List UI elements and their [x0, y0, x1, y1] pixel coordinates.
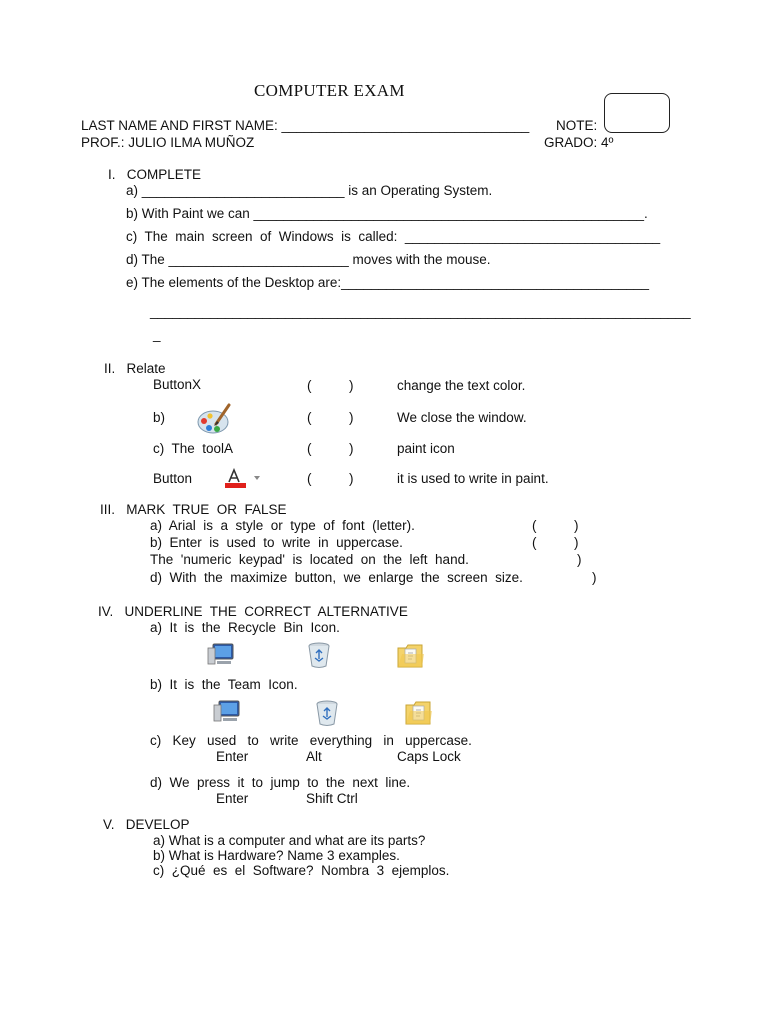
tf-item-d: d) With the maximize button, we enlarge the screen size. [150, 570, 523, 585]
s1-item-d: d) The ________________________ moves with the mouse. [126, 252, 491, 267]
tf-paren-a: ( ) [532, 518, 579, 533]
note-box[interactable] [604, 93, 670, 133]
relate-left-3: c) The toolA [153, 441, 234, 456]
name-field-label: LAST NAME AND FIRST NAME: _________________________________ [81, 118, 530, 133]
relate-left-2: b) [153, 410, 166, 425]
iv-item-b: b) It is the Team Icon. [150, 677, 298, 692]
section-5-heading: V. DEVELOP [103, 817, 190, 832]
relate-paren-4: ( ) [307, 471, 354, 486]
s1-item-e: e) The elements of the Desktop are:_________________________________________ [126, 275, 649, 290]
s1-item-c: c) The main screen of Windows is called: __________________________________ [126, 229, 661, 244]
recycle-bin-icon [306, 641, 332, 672]
relate-left-1: ButtonX [153, 377, 202, 392]
relate-paren-2: ( ) [307, 410, 354, 425]
relate-paren-1: ( ) [307, 378, 354, 393]
iv-c-option-1[interactable]: Enter [216, 749, 249, 764]
relate-right-4: it is used to write in paint. [397, 471, 549, 486]
tf-paren-b: ( ) [532, 535, 579, 550]
v-item-a: a) What is a computer and what are its parts? [153, 833, 426, 848]
relate-left-4: Button [153, 471, 193, 486]
v-item-c: c) ¿Qué es el Software? Nombra 3 ejemplos. [153, 863, 450, 878]
font-color-icon [224, 468, 264, 493]
s1-item-b: b) With Paint we can ____________________________________________________. [126, 206, 648, 221]
iv-item-c: c) Key used to write everything in uppercase. [150, 733, 472, 748]
recycle-bin-icon [314, 699, 340, 730]
tf-paren-d: ) [592, 570, 597, 585]
iv-c-option-3[interactable]: Caps Lock [397, 749, 461, 764]
section-4-heading: IV. UNDERLINE THE CORRECT ALTERNATIVE [98, 604, 408, 619]
folder-icon [396, 640, 426, 673]
iv-item-d: d) We press it to jump to the next line. [150, 775, 411, 790]
computer-icon [213, 699, 243, 728]
tf-paren-c: ) [577, 552, 582, 567]
tf-item-b: b) Enter is used to write in uppercase. [150, 535, 403, 550]
exam-title: COMPUTER EXAM [254, 81, 405, 100]
tf-item-a: a) Arial is a style or type of font (letter). [150, 518, 415, 533]
folder-icon [404, 697, 434, 730]
relate-paren-3: ( ) [307, 441, 354, 456]
section-1-heading: I. COMPLETE [108, 167, 202, 182]
note-label: NOTE: [556, 118, 598, 133]
iv-c-option-2[interactable]: Alt [306, 749, 322, 764]
relate-right-2: We close the window. [397, 410, 527, 425]
iv-d-option-2[interactable]: Shift Ctrl [306, 791, 358, 806]
iv-d-option-1[interactable]: Enter [216, 791, 249, 806]
grade-label: GRADO: 4º [544, 135, 614, 150]
relate-right-1: change the text color. [397, 378, 526, 393]
v-item-b: b) What is Hardware? Name 3 examples. [153, 848, 400, 863]
tf-item-c: The 'numeric keypad' is located on the left hand. [150, 552, 469, 567]
s1-item-e-line3: _ [153, 327, 161, 342]
iv-item-a: a) It is the Recycle Bin Icon. [150, 620, 340, 635]
relate-right-3: paint icon [397, 441, 455, 456]
computer-icon [207, 642, 237, 671]
paint-palette-icon [196, 402, 232, 439]
s1-item-a: a) ___________________________ is an Operating System. [126, 183, 493, 198]
s1-item-e-line2: ________________________________________________________________________ [150, 304, 691, 319]
section-2-heading: II. Relate [104, 361, 166, 376]
professor-label: PROF.: JULIO ILMA MUÑOZ [81, 135, 255, 150]
section-3-heading: III. MARK TRUE OR FALSE [100, 502, 287, 517]
